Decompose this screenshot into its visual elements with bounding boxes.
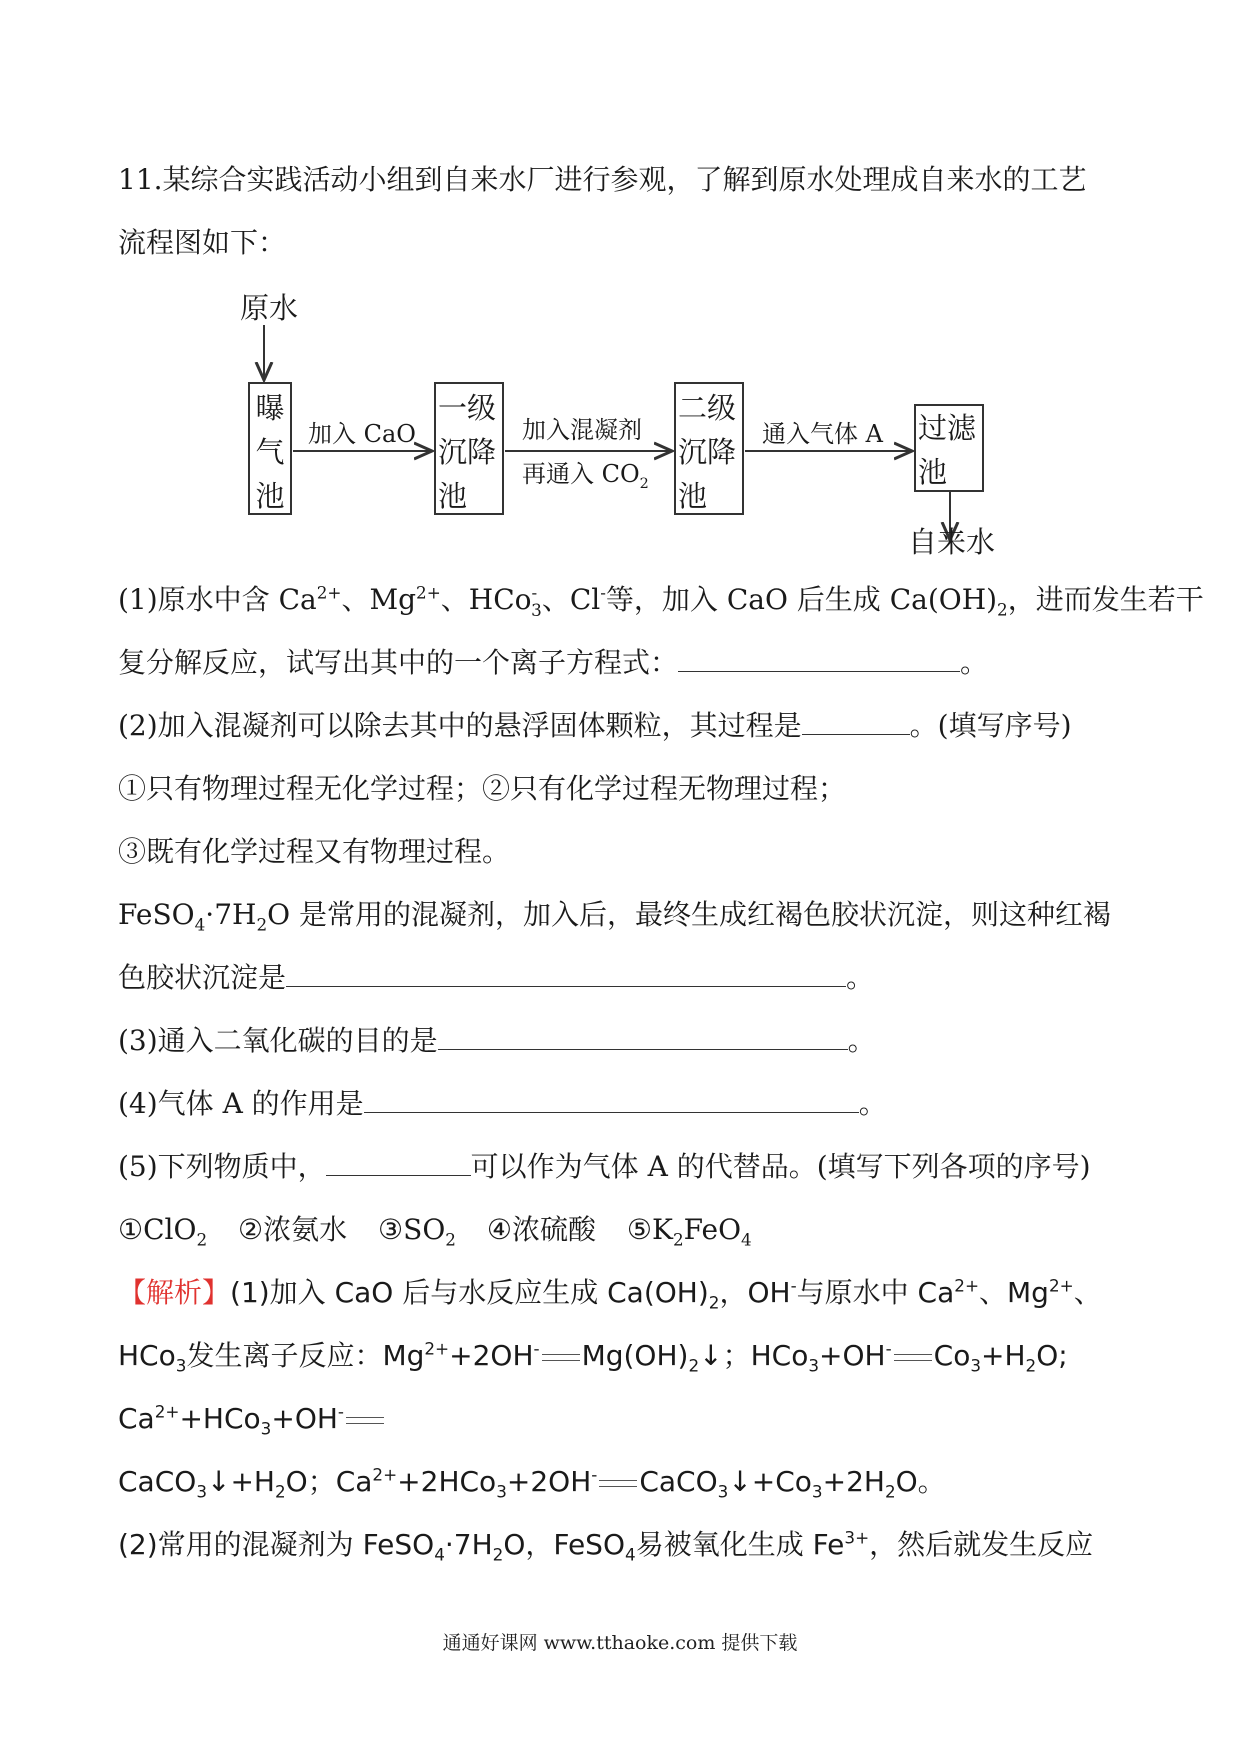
page-footer: 通通好课网 www.tthaoke.com 提供下载 (442, 1632, 798, 1654)
box3-line1: 二级 (678, 391, 737, 425)
q1-line2: 复分解反应，试写出其中的一个离子方程式： 。 (118, 646, 989, 679)
arrow2-label-top: 加入混凝剂 (522, 416, 642, 444)
arrow2-label-bottom: 再通入 $CO_2$ (522, 460, 649, 492)
q4-answer-blank[interactable] (364, 1086, 859, 1113)
question-stem-line2: 流程图如下： (118, 226, 287, 259)
flow-source: 原水 (240, 291, 299, 325)
box3-line3: 池 (678, 479, 708, 513)
question-stem-line1: 11.某综合实践活动小组到自来水厂进行参观，了解到原水处理成自来水的工艺 (118, 163, 1087, 196)
box1-line2: 气 (255, 435, 285, 469)
q2-answer-blank[interactable] (802, 708, 910, 735)
box4-line2: 池 (918, 455, 948, 489)
q2-line3: $FeSO_4\cdot 7H_2O$ 是常用的混凝剂，加入后，最终生成红褐色胶状沉淀，则这种红褐 (118, 898, 1111, 935)
filter-tank-box (914, 404, 984, 492)
secondary-sedimentation-box (674, 382, 744, 515)
q2-options-line1: ①只有物理过程无化学过程；②只有化学过程无物理过程； (118, 772, 847, 805)
arrow3-label: 通入气体 A (762, 420, 883, 448)
q1-answer-blank[interactable] (678, 645, 960, 672)
q2-line1: (2)加入混凝剂可以除去其中的悬浮固体颗粒，其过程是 。(填写序号) (118, 709, 1072, 742)
box2-line1: 一级 (438, 391, 497, 425)
flow-output: 自来水 (908, 525, 996, 559)
q5-answer-blank[interactable] (326, 1149, 471, 1176)
primary-sedimentation-box (434, 382, 504, 515)
q2-precipitate-blank[interactable] (286, 960, 846, 987)
box3-line2: 沉降 (678, 435, 737, 469)
analysis-line5: (2)常用的混凝剂为 $FeSO_4\cdot 7H_2O$，FeSO$_4$易被氧化生成 $Fe^{3+}$，然后就发生反应 (118, 1527, 1094, 1565)
q2-options-line2: ③既有化学过程又有物理过程。 (118, 835, 511, 868)
box2-line3: 池 (438, 479, 468, 513)
box4-line1: 过滤 (918, 411, 977, 445)
q4-line: (4)气体 A 的作用是 。 (118, 1087, 887, 1120)
analysis-line2: HCo$_3$发生离子反应：$Mg^{2+}+2OH^-$ $Mg(OH)_2↓$；HCo$_3$+OH- $Co_3+H_2O$; (118, 1338, 1068, 1376)
equals-sign (346, 1417, 384, 1424)
analysis-line4: $CaCO_3↓+H_2O$；$Ca^{2+}+2HCo_3+2OH^-$ $CaCO_3↓+Co_3+2H_2O$。 (118, 1464, 946, 1502)
q3-answer-blank[interactable] (438, 1023, 848, 1050)
q3-line: (3)通入二氧化碳的目的是 。 (118, 1024, 876, 1057)
aeration-tank-box (248, 382, 292, 515)
q5-line1: (5)下列物质中， 可以作为气体 A 的代替品。(填写下列各项的序号) (118, 1150, 1091, 1183)
box1-line3: 池 (255, 479, 285, 513)
box2-line2: 沉降 (438, 435, 497, 469)
q1-line1: (1)原水中含 $Ca^{2+}$、$Mg^{2+}$、HCo-$_3$、Cl-等，加入 CaO 后生成 $Ca(OH)_2$，进而发生若干 (118, 582, 1204, 620)
arrow1-label: 加入 CaO (308, 420, 416, 448)
equals-sign (542, 1354, 580, 1361)
q2-line4: 色胶状沉淀是 。 (118, 961, 875, 994)
analysis-line3: $Ca^{2+}+HCo_3+OH^-$ (118, 1399, 386, 1439)
analysis-tag: 【解析】 (118, 1276, 231, 1309)
box1-line1: 曝 (255, 391, 285, 425)
q5-options: ①ClO$_2$ ②浓氨水 $③SO_2$ ④浓硫酸 $⑤K_2FeO_4$ (118, 1213, 752, 1250)
analysis-line1: 【解析】(1)加入 CaO 后与水反应生成 $Ca(OH)_2$，OH-与原水中 $Ca^{2+}$、$Mg^{2+}$、 (118, 1275, 1102, 1313)
equals-sign (894, 1354, 932, 1361)
equals-sign (599, 1480, 637, 1487)
